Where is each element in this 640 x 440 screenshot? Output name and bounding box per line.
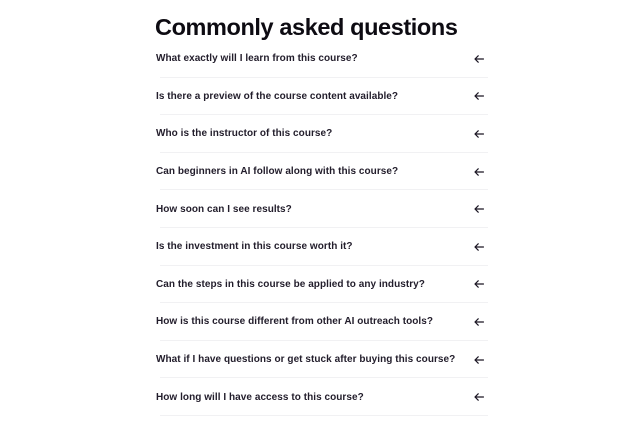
faq-question: Can beginners in AI follow along with this course?	[156, 166, 399, 178]
arrow-left-icon[interactable]	[473, 53, 485, 65]
faq-item[interactable]	[156, 378, 488, 416]
faq-item[interactable]	[156, 40, 488, 78]
faq-item[interactable]	[156, 303, 488, 341]
faq-question: Is there a preview of the course content available?	[156, 90, 399, 102]
arrow-left-icon[interactable]	[473, 166, 485, 178]
arrow-left-icon[interactable]	[473, 241, 485, 253]
faq-list	[156, 40, 488, 416]
faq-question: How long will I have access to this course?	[156, 391, 364, 403]
faq-item[interactable]	[156, 228, 488, 266]
arrow-left-icon[interactable]	[473, 391, 485, 403]
faq-question: Is the investment in this course worth it?	[156, 241, 353, 253]
faq-item[interactable]	[156, 115, 488, 153]
arrow-left-icon[interactable]	[473, 316, 485, 328]
faq-item[interactable]	[156, 266, 488, 304]
arrow-left-icon[interactable]	[473, 90, 485, 102]
faq-question: What if I have questions or get stuck after buying this course?	[156, 354, 456, 366]
faq-item[interactable]	[156, 78, 488, 116]
faq-question: How is this course different from other AI outreach tools?	[156, 316, 434, 328]
faq-title: Commonly asked questions	[155, 14, 458, 40]
faq-item[interactable]	[156, 341, 488, 379]
faq-question: What exactly will I learn from this course?	[156, 53, 358, 65]
faq-question: Who is the instructor of this course?	[156, 128, 333, 140]
arrow-left-icon[interactable]	[473, 128, 485, 140]
faq-question: How soon can I see results?	[156, 203, 292, 215]
arrow-left-icon[interactable]	[473, 278, 485, 290]
arrow-left-icon[interactable]	[473, 203, 485, 215]
faq-item[interactable]	[156, 190, 488, 228]
faq-question: Can the steps in this course be applied to any industry?	[156, 278, 425, 290]
faq-item[interactable]	[156, 153, 488, 191]
arrow-left-icon[interactable]	[473, 354, 485, 366]
